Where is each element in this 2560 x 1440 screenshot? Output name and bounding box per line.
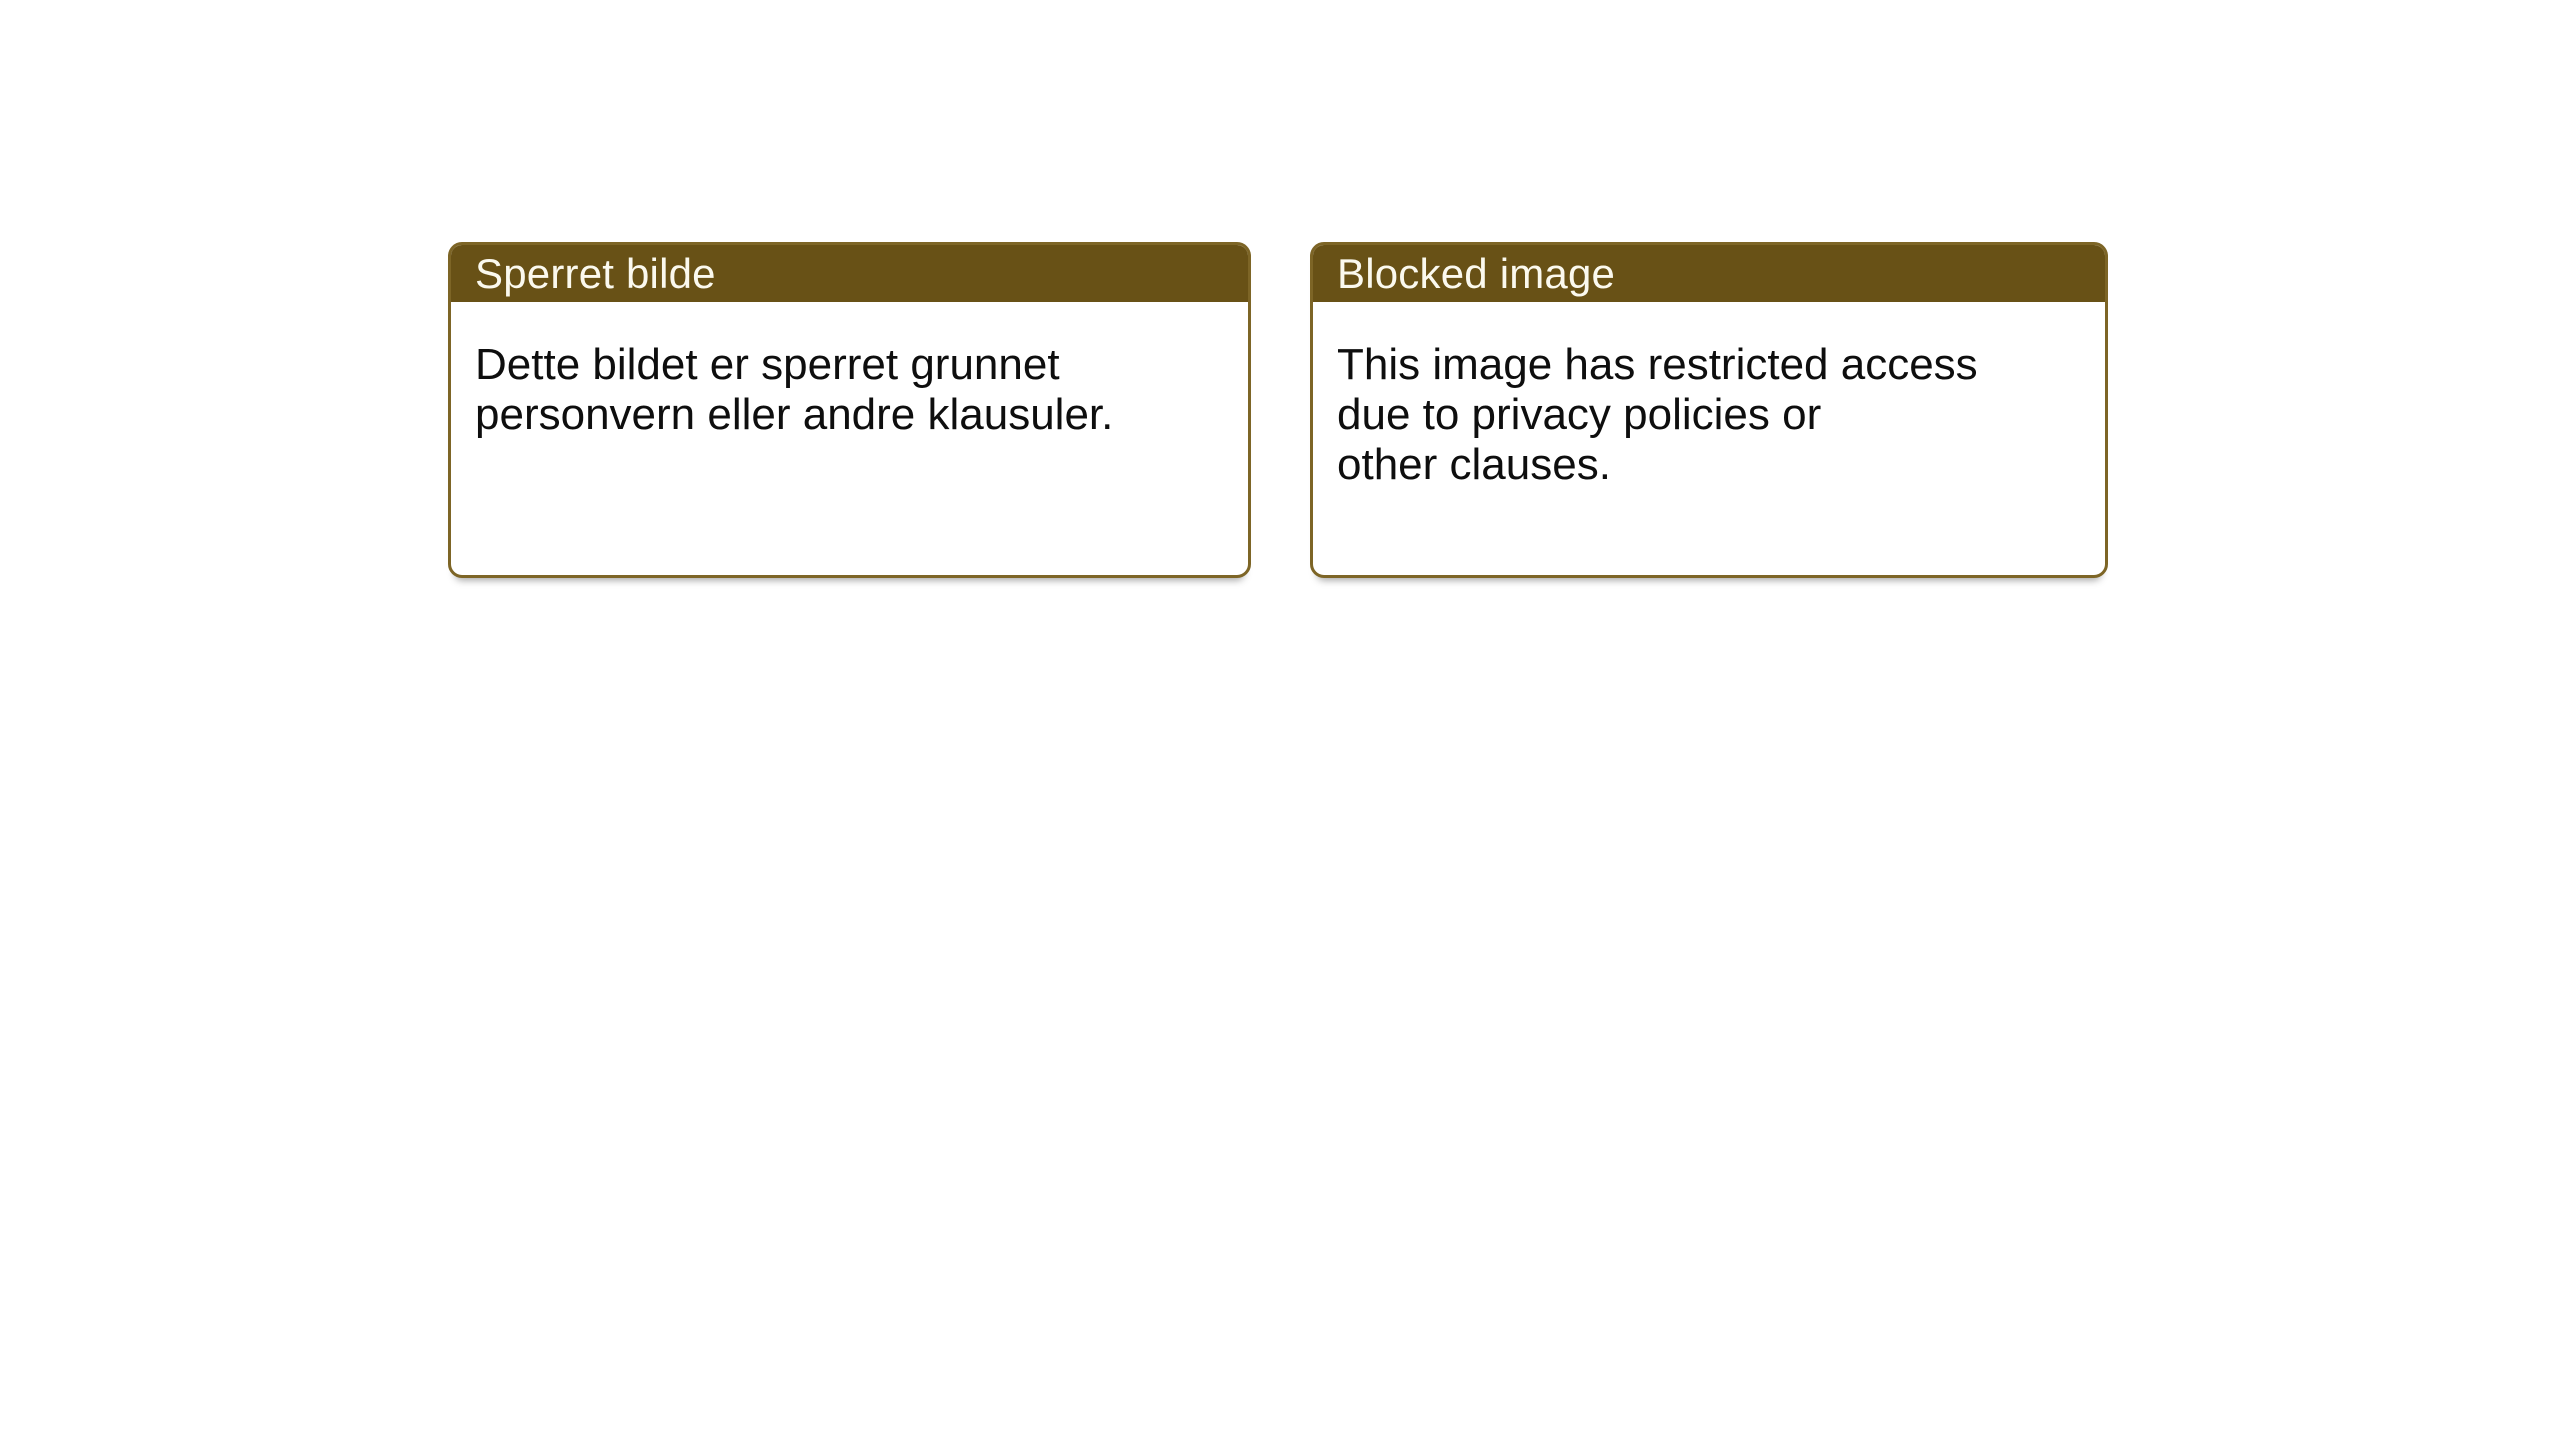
notice-text-line: Dette bildet er sperret grunnet xyxy=(475,340,1060,389)
card-body xyxy=(1313,302,2105,490)
blocked-image-notices xyxy=(448,242,2108,578)
notice-text-line: personvern eller andre klausuler. xyxy=(475,390,1114,439)
notice-text-line: This image has restricted access xyxy=(1337,340,1978,389)
blocked-image-card-norwegian xyxy=(448,242,1251,578)
card-body xyxy=(451,302,1248,440)
card-header xyxy=(451,245,1248,302)
card-title-norwegian: Sperret bilde xyxy=(475,249,716,297)
card-title-english: Blocked image xyxy=(1337,249,1616,297)
card-header xyxy=(1313,245,2105,302)
notice-text-line: other clauses. xyxy=(1337,440,1611,489)
notice-text-line: due to privacy policies or xyxy=(1337,390,1822,439)
blocked-image-card-english xyxy=(1310,242,2108,578)
